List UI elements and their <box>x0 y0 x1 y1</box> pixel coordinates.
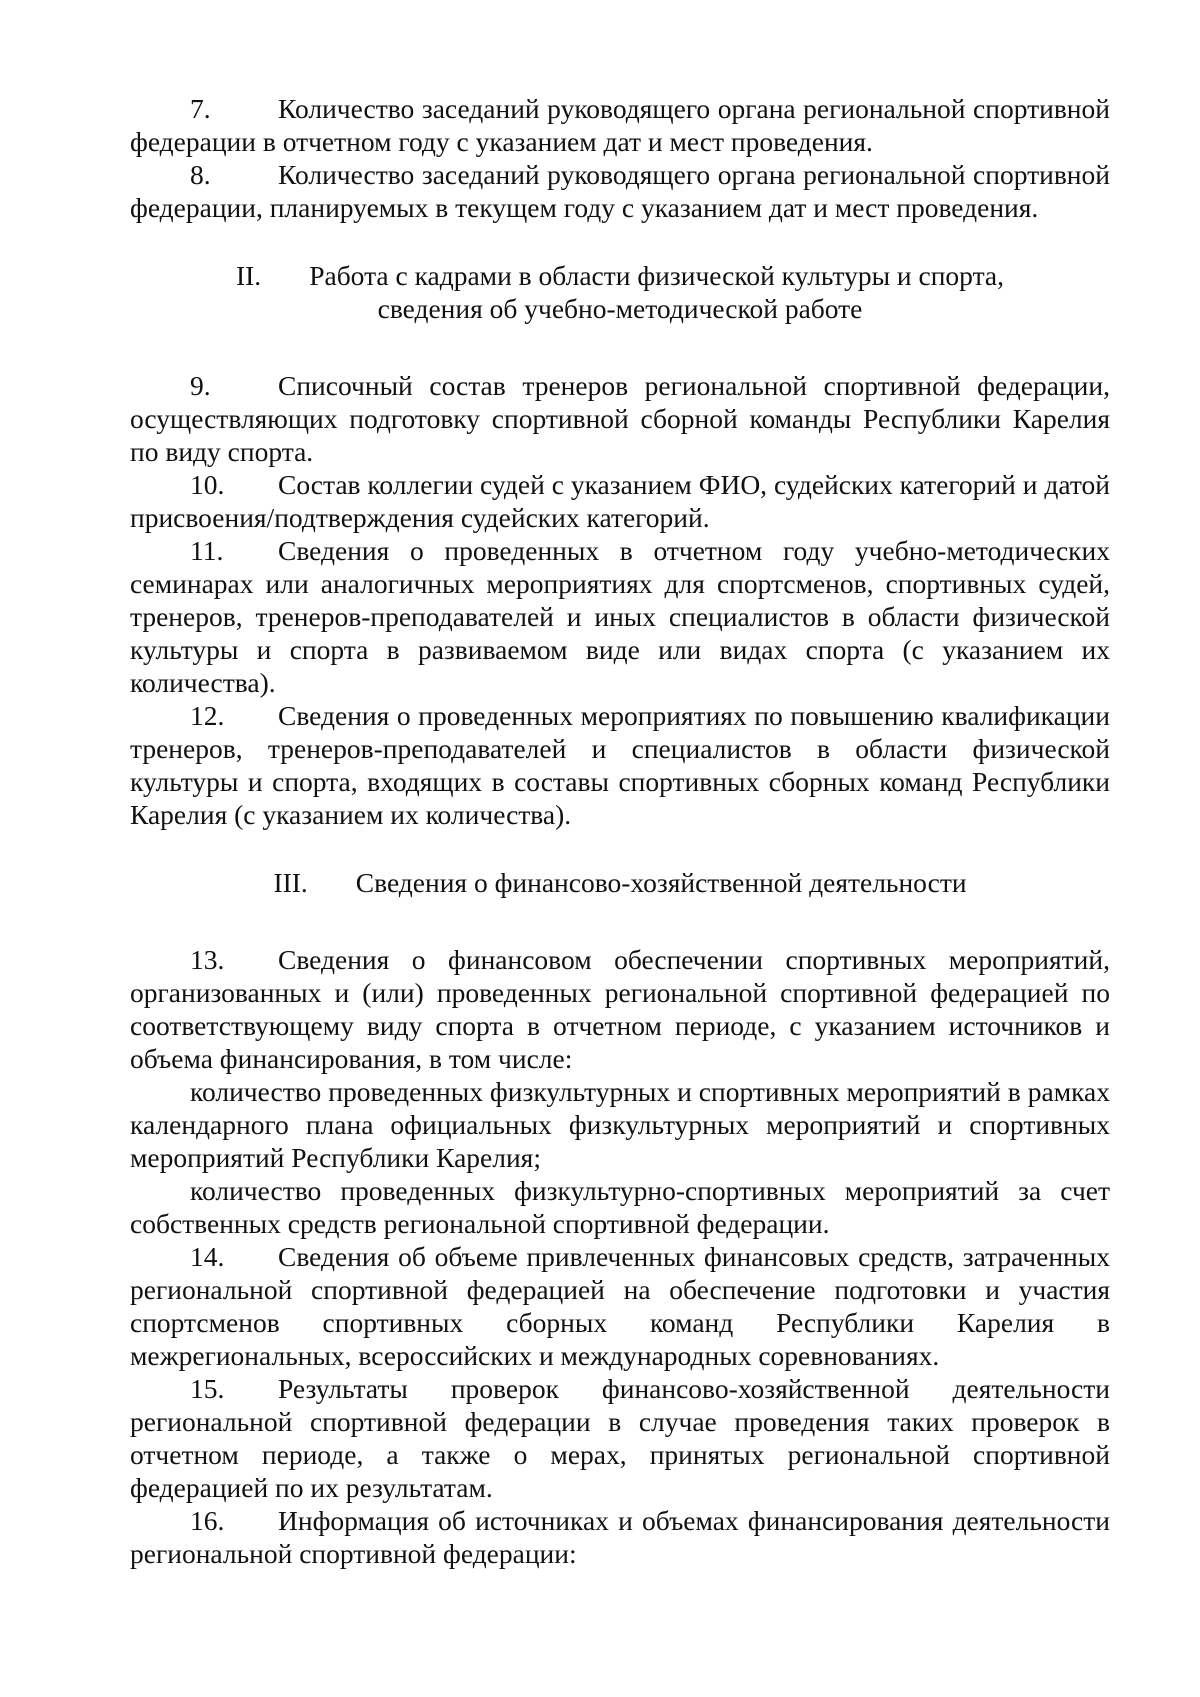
item-text: Состав коллегии судей с указанием ФИО, судейских категорий и датой присвоения/подтверждения судейских категорий. <box>130 469 1110 533</box>
item-number: 9. <box>190 370 211 401</box>
list-item-13-sub-a: количество проведенных физкультурных и спортивных мероприятий в рамках календарного плана официальных физкультурных мероприятий и спортивных мероприятий Республики Карелия; <box>130 1076 1110 1173</box>
item-text: Сведения о финансовом обеспечении спортивных мероприятий, организованных и (или) проведенных региональной спортивной федерацией по соответствующему виду спорта в отчетном периоде, с указанием источников и объема финансирования, в том числе: <box>130 944 1110 1074</box>
list-item-8 <box>130 158 1110 224</box>
item-text: Количество заседаний руководящего органа региональной спортивной федерации, планируемых в текущем году с указанием дат и мест проведения. <box>130 159 1110 223</box>
item-text: Результаты проверок финансово-хозяйственной деятельности региональной спортивной федерации в случае проведения таких проверок в отчетном периоде, а также о мерах, принятых региональной спортивной федерацией по их результатам. <box>130 1373 1110 1503</box>
list-item-16 <box>130 1504 1110 1570</box>
item-number: 15. <box>190 1373 225 1404</box>
item-number: 14. <box>190 1241 225 1272</box>
list-item-9 <box>130 369 1110 468</box>
list-item-15 <box>130 1372 1110 1504</box>
list-item-10 <box>130 468 1110 534</box>
item-text: Сведения о проведенных мероприятиях по повышению квалификации тренеров, тренеров-преподавателей и специалистов в области физической культуры и спорта, входящих в составы спортивных сборных команд Республики Карелия (с указанием их количества). <box>130 700 1110 830</box>
list-item-14 <box>130 1240 1110 1372</box>
item-text: Сведения об объеме привлеченных финансовых средств, затраченных региональной спортивной федерацией на обеспечение подготовки и участия спортсменов спортивных сборных команд Республики Карелия в межрегиональных, всероссийских и международных соревнованиях. <box>130 1241 1110 1371</box>
section-number: II. <box>235 260 262 291</box>
section-title-line2: сведения об учебно-методической работе <box>377 293 863 324</box>
section-heading-2 <box>130 259 1110 325</box>
section-heading-3 <box>130 866 1110 899</box>
document-page <box>130 92 1110 1570</box>
item-text: Информация об источниках и объемах финансирования деятельности региональной спортивной федерации: <box>130 1505 1110 1569</box>
item-number: 12. <box>190 700 225 731</box>
item-number: 7. <box>190 93 211 124</box>
item-number: 10. <box>190 469 225 500</box>
list-item-13 <box>130 943 1110 1075</box>
section-number: III. <box>273 867 308 898</box>
list-item-13-sub-b: количество проведенных физкультурно-спортивных мероприятий за счет собственных средств региональной спортивной федерации. <box>130 1175 1110 1239</box>
item-text: Списочный состав тренеров региональной спортивной федерации, осуществляющих подготовку спортивной сборной команды Республики Карелия по виду спорта. <box>130 370 1110 467</box>
item-number: 16. <box>190 1505 225 1536</box>
item-number: 11. <box>190 535 224 566</box>
item-text: Количество заседаний руководящего органа региональной спортивной федерации в отчетном году с указанием дат и мест проведения. <box>130 93 1110 157</box>
list-item-12 <box>130 699 1110 831</box>
item-number: 8. <box>190 159 211 190</box>
section-title-line1: Работа с кадрами в области физической культуры и спорта, <box>309 260 1005 291</box>
list-item-7 <box>130 92 1110 158</box>
list-item-11 <box>130 534 1110 699</box>
section-title-line1: Сведения о финансово-хозяйственной деятельности <box>355 867 967 898</box>
item-text: Сведения о проведенных в отчетном году учебно-методических семинарах или аналогичных мероприятиях для спортсменов, спортивных судей, тренеров, тренеров-преподавателей и иных специалистов в области физической культуры и спорта в развиваемом виде или видах спорта (с указанием их количества). <box>130 535 1110 698</box>
item-number: 13. <box>190 944 225 975</box>
